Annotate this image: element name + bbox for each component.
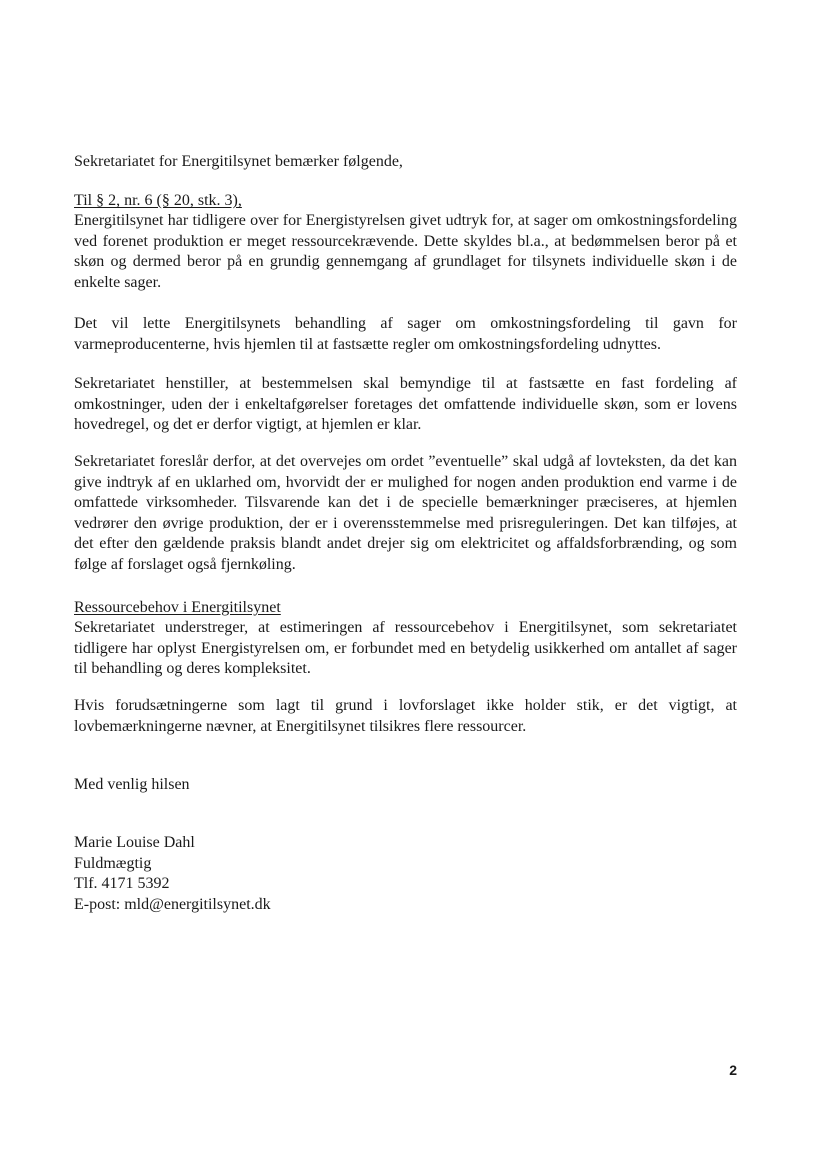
closing-line: Med venlig hilsen: [74, 776, 190, 793]
section-2-paragraph-1: Sekretariatet understreger, at estimeringen af ressourcebehov i Energitilsynet, som sekretariatet tidligere har oplyst Energistyrelsen om, er forbundet med en betydelig usikkerhed om antallet af sager til behandling og deres kompleksitet.: [74, 619, 737, 677]
signature-phone: Tlf. 4171 5392: [74, 875, 170, 892]
section-1-paragraph-3: Sekretariatet henstiller, at bestemmelsen skal bemyndige til at fastsætte en fast fordeling af omkostninger, uden der i enkeltafgørelser foretages det omfattende individuelle skøn, som er lovens hovedregel, og det er derfor vigtigt, at hjemlen er klar.: [74, 375, 737, 433]
section-1-paragraph-1: Energitilsynet har tidligere over for Energistyrelsen givet udtryk for, at sager om omkostningsfordeling ved forenet produktion er meget ressourcekrævende. Dette skyldes bl.a., at bedømmelsen beror på et skøn og dermed beror på en grundig gennemgang af grundlaget for tilsynets individuelle skøn i de enkelte sager.: [74, 212, 737, 291]
signature-title: Fuldmægtig: [74, 854, 152, 872]
section-1-heading: [74, 191, 737, 212]
section-2-heading: [74, 598, 737, 619]
signature-email: E-post: mld@energitilsynet.dk: [74, 895, 271, 913]
page-number: 2: [729, 1062, 737, 1078]
intro-line: Sekretariatet for Energitilsynet bemærker følgende,: [74, 153, 403, 170]
section-1-paragraph-2: Det vil lette Energitilsynets behandling af sager om omkostningsfordeling til gavn for varmeproducenterne, hvis hjemlen til at fastsætte regler om omkostningsfordeling udnyttes.: [74, 315, 737, 353]
section-1-paragraph-4: Sekretariatet foreslår derfor, at det overvejes om ordet ”eventuelle” skal udgå af lovteksten, da det kan give indtryk af en uklarhed om, hvorvidt der er mulighed for nogen anden produktion end varme i de omfattede virksomheder. Tilsvarende kan det i de specielle bemærkninger præciseres, at hjemlen vedrører den øvrige produktion, der er i overensstemmelse med prisreguleringen. Det kan tilføjes, at det efter den gældende praksis blandt andet drejer sig om elektricitet og affaldsforbrænding, og som følge af forslaget også fjernkøling.: [74, 453, 737, 573]
section-1-heading-text: Til § 2, nr. 6 (§ 20, stk. 3),: [74, 192, 242, 209]
section-2-paragraph-2: Hvis forudsætningerne som lagt til grund i lovforslaget ikke holder stik, er det vigtigt, at lovbemærkningerne nævner, at Energitilsynet tilsikres flere ressourcer.: [74, 697, 737, 735]
signature-block: [74, 833, 737, 915]
section-2-heading-text: Ressourcebehov i Energitilsynet: [74, 599, 281, 616]
signature-name: Marie Louise Dahl: [74, 834, 195, 851]
